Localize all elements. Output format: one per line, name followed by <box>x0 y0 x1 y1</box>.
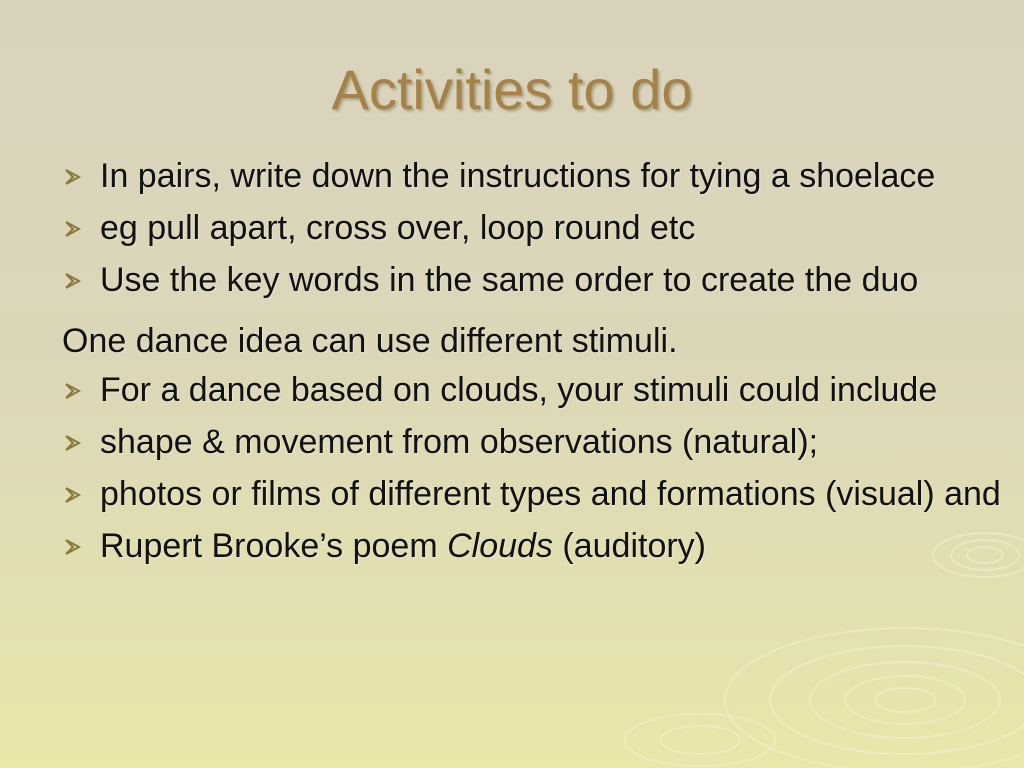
bullet-item <box>62 525 1002 568</box>
bullet-item <box>62 259 1002 302</box>
slide-title: Activities to do <box>331 58 693 121</box>
section-statement: One dance idea can use different stimuli. <box>62 322 678 360</box>
bullet-item <box>62 207 1002 250</box>
chevron-right-icon <box>62 207 88 250</box>
bullet-text-prefix: Rupert Brooke’s poem <box>100 527 448 565</box>
bullet-text: Use the key words in the same order to create the duo <box>100 261 919 299</box>
chevron-right-icon <box>62 259 88 302</box>
bullet-text: For a dance based on clouds, your stimuli could include <box>100 371 938 409</box>
bullet-text: In pairs, write down the instructions for tying a shoelace <box>100 157 936 195</box>
chevron-right-icon <box>62 421 88 464</box>
bullet-item <box>62 369 1002 412</box>
chevron-right-icon <box>62 525 88 568</box>
bullet-item <box>62 473 1002 516</box>
bullet-item <box>62 155 1002 198</box>
chevron-right-icon <box>62 155 88 198</box>
bullet-text: eg pull apart, cross over, loop round etc <box>100 209 696 247</box>
bullet-text: shape & movement from observations (natural); <box>100 423 819 461</box>
bullet-item <box>62 421 1002 464</box>
bullet-text: photos or films of different types and formations (visual) and <box>100 475 1001 513</box>
slide-body <box>62 155 1002 577</box>
chevron-right-icon <box>62 473 88 516</box>
poem-title: Clouds <box>447 527 553 565</box>
chevron-right-icon <box>62 369 88 412</box>
bullet-text-suffix: (auditory) <box>552 527 707 565</box>
